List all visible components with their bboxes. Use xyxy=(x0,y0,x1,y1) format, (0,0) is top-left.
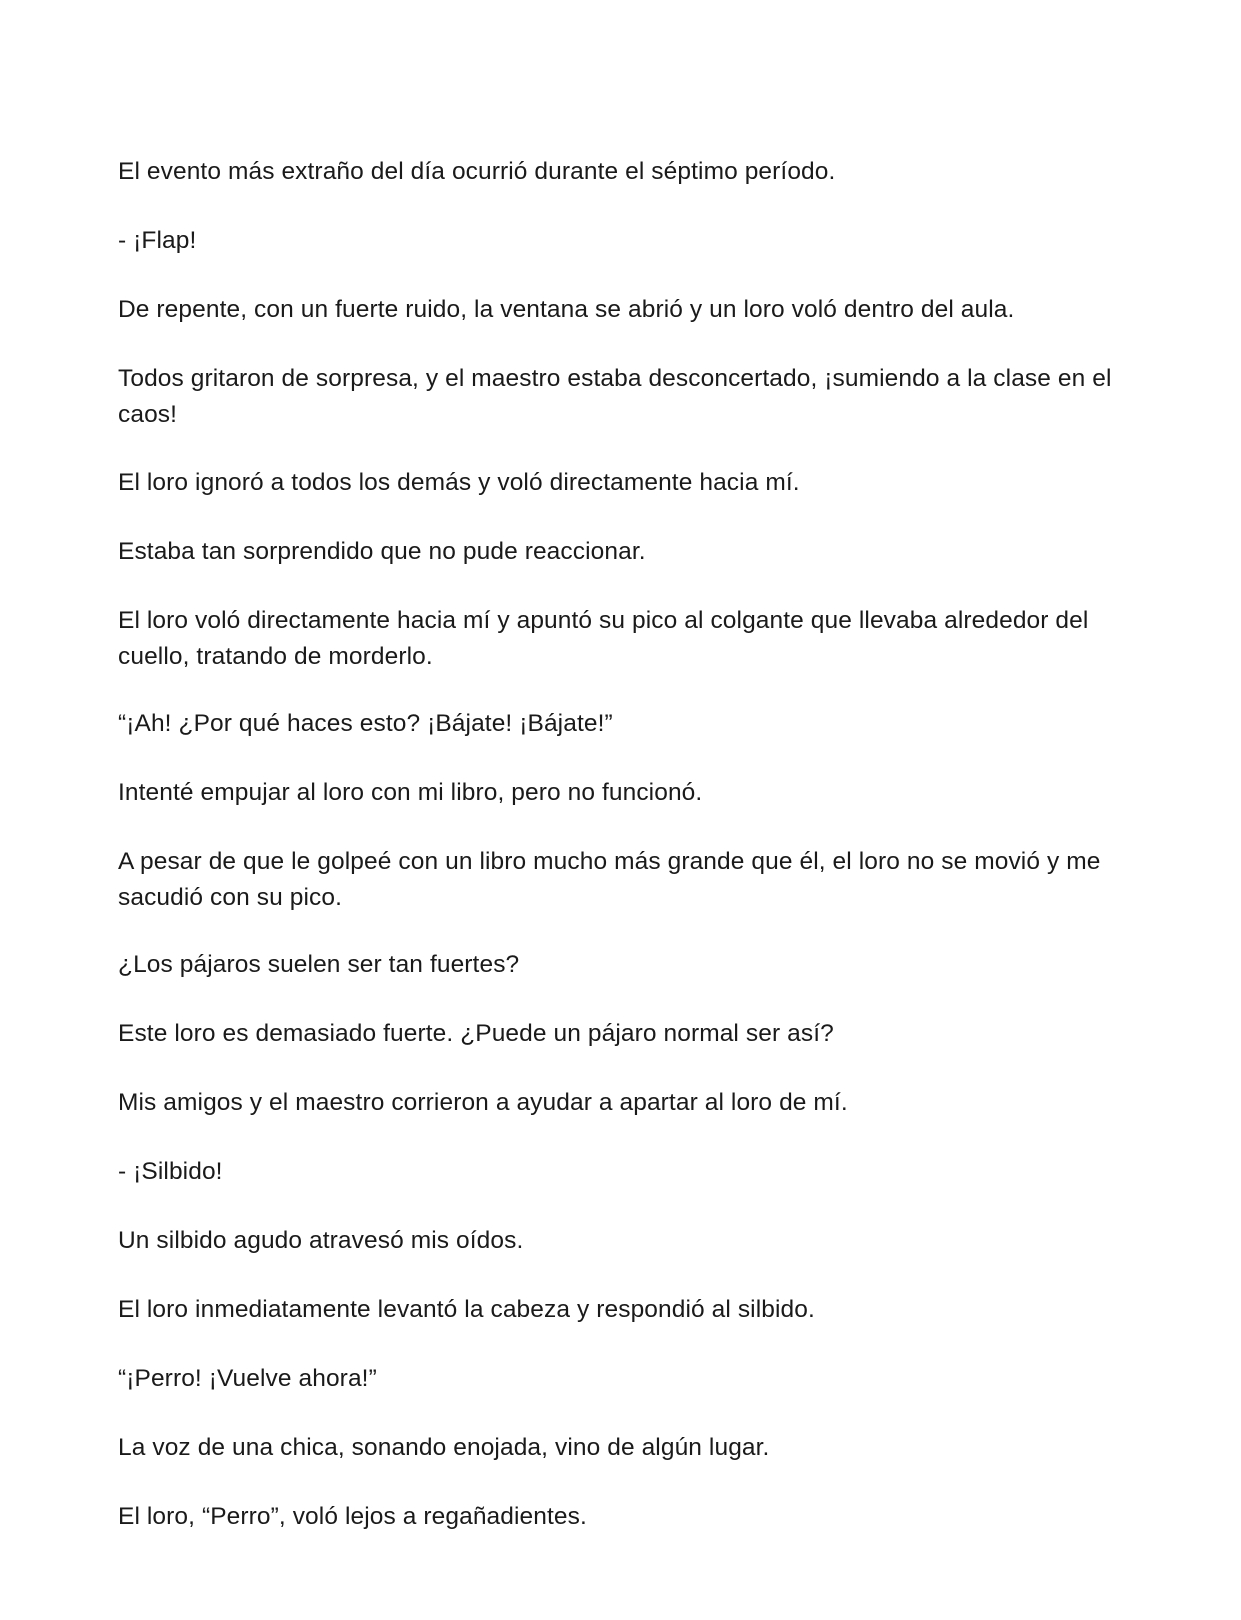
paragraph: “¡Ah! ¿Por qué haces esto? ¡Bájate! ¡Bájate!” xyxy=(118,710,613,737)
paragraph: El loro voló directamente hacia mí y apuntó su pico al colgante que llevaba alrededor del cuello, tratando de morderlo. xyxy=(118,607,1089,670)
paragraph: A pesar de que le golpeé con un libro mucho más grande que él, el loro no se movió y me sacudió con su pico. xyxy=(118,848,1101,911)
paragraph: La voz de una chica, sonando enojada, vino de algún lugar. xyxy=(118,1434,770,1461)
paragraph: Un silbido agudo atravesó mis oídos. xyxy=(118,1227,524,1254)
paragraph: ¿Los pájaros suelen ser tan fuertes? xyxy=(118,951,520,978)
paragraph: El loro, “Perro”, voló lejos a regañadientes. xyxy=(118,1503,587,1530)
paragraph: Todos gritaron de sorpresa, y el maestro estaba desconcertado, ¡sumiendo a la clase en el caos! xyxy=(118,365,1112,428)
paragraph: “¡Perro! ¡Vuelve ahora!” xyxy=(118,1365,377,1392)
paragraph: - ¡Silbido! xyxy=(118,1158,223,1185)
paragraph: - ¡Flap! xyxy=(118,227,197,254)
paragraph: Este loro es demasiado fuerte. ¿Puede un pájaro normal ser así? xyxy=(118,1020,834,1047)
paragraph: El loro ignoró a todos los demás y voló directamente hacia mí. xyxy=(118,469,800,496)
paragraph: Mis amigos y el maestro corrieron a ayudar a apartar al loro de mí. xyxy=(118,1089,848,1116)
paragraph: De repente, con un fuerte ruido, la ventana se abrió y un loro voló dentro del aula. xyxy=(118,296,1015,323)
paragraph: Intenté empujar al loro con mi libro, pero no funcionó. xyxy=(118,779,703,806)
paragraph: Estaba tan sorprendido que no pude reaccionar. xyxy=(118,538,646,565)
paragraph: El evento más extraño del día ocurrió durante el séptimo período. xyxy=(118,158,836,185)
paragraph: El loro inmediatamente levantó la cabeza y respondió al silbido. xyxy=(118,1296,815,1323)
